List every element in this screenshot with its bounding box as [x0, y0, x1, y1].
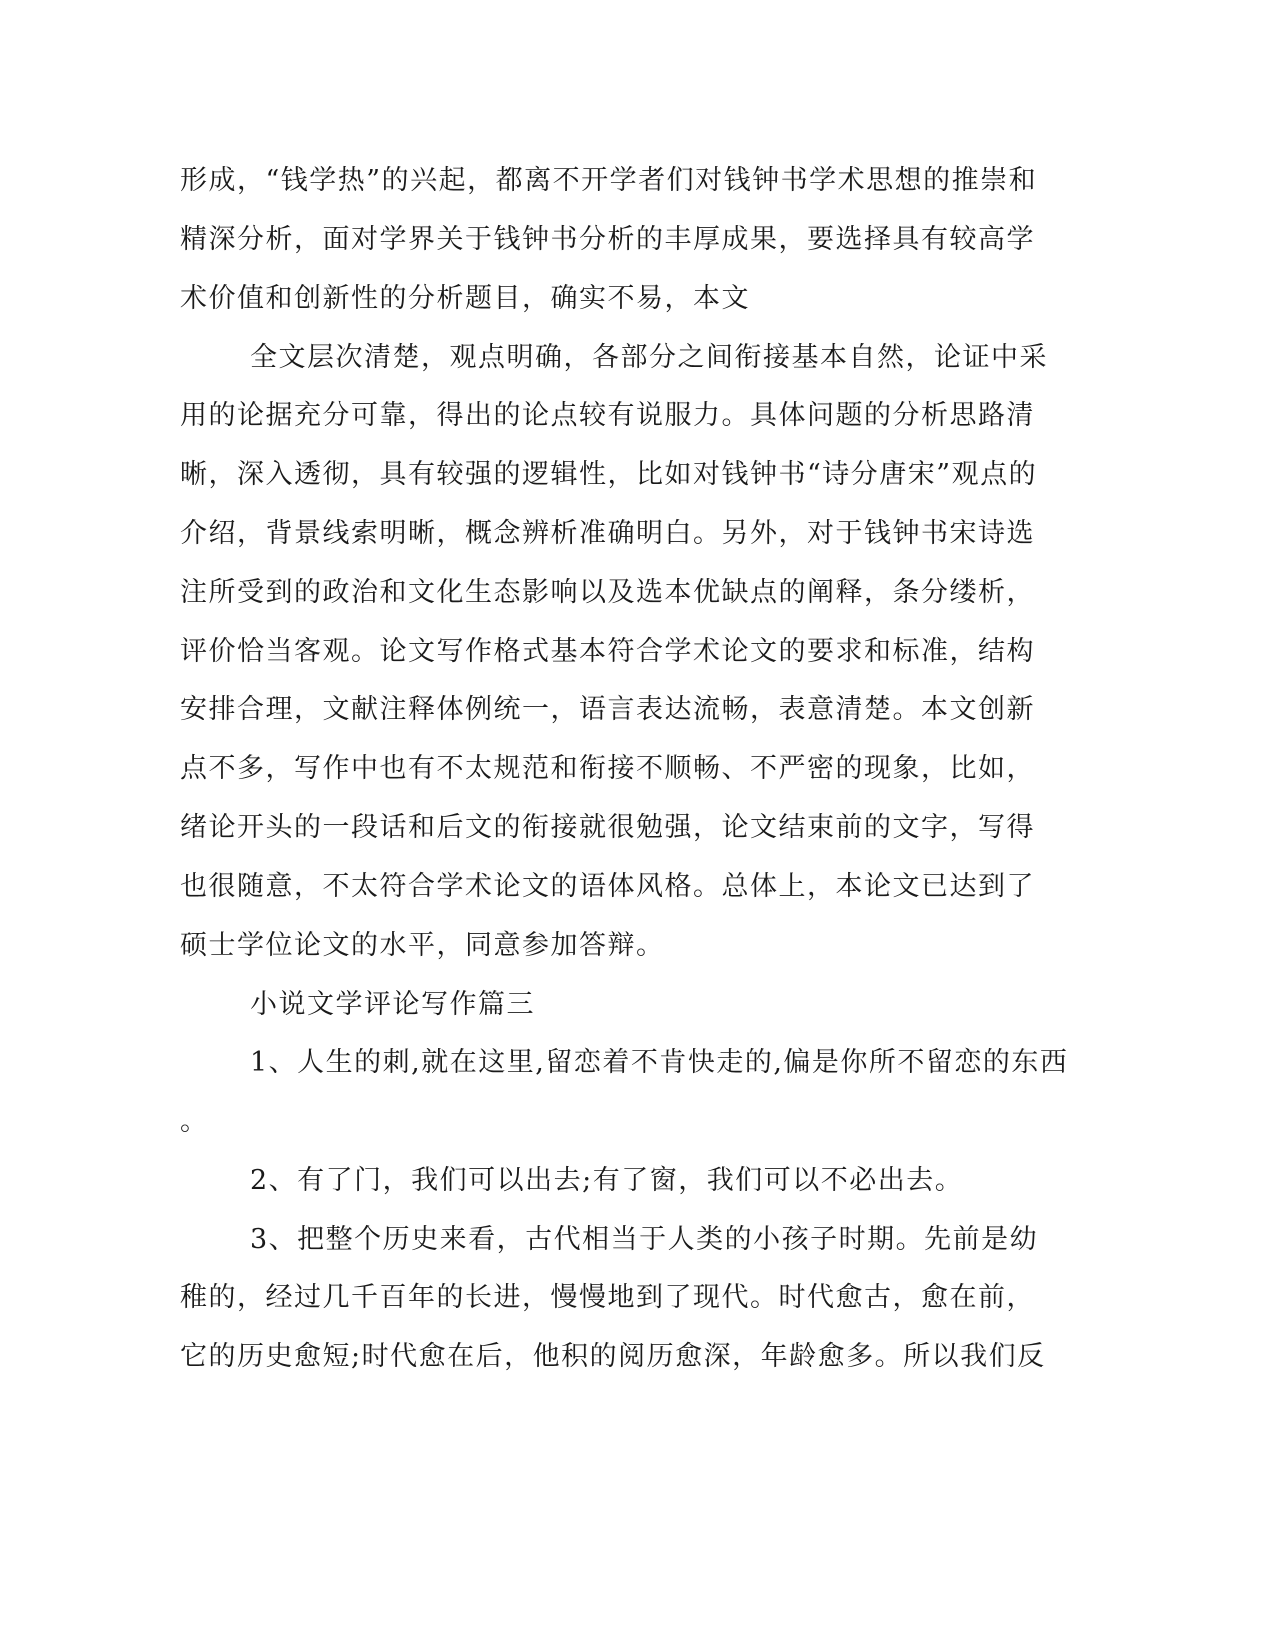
- text-line: 稚的，经过几千百年的长进，慢慢地到了现代。时代愈古，愈在前，: [180, 1282, 1035, 1313]
- text-line: 评价恰当客观。论文写作格式基本符合学术论文的要求和标准，结构: [180, 636, 1035, 667]
- text-line: 2、有了门，我们可以出去;有了窗，我们可以不必出去。: [250, 1165, 964, 1196]
- text-line: 用的论据充分可靠，得出的论点较有说服力。具体问题的分析思路清: [180, 400, 1035, 431]
- text-line: 它的历史愈短;时代愈在后，他积的阅历愈深，年龄愈多。所以我们反: [180, 1341, 1046, 1372]
- text-line: 。: [180, 1106, 209, 1137]
- text-line: 晰，深入透彻，具有较强的逻辑性，比如对钱钟书“诗分唐宋”观点的: [180, 459, 1038, 490]
- text-line: 注所受到的政治和文化生态影响以及选本优缺点的阐释，条分缕析，: [180, 577, 1035, 608]
- text-line: 全文层次清楚，观点明确，各部分之间衔接基本自然，论证中采: [250, 342, 1048, 373]
- text-line: 1、人生的刺,就在这里,留恋着不肯快走的,偏是你所不留恋的东西: [250, 1047, 1069, 1078]
- text-line: 安排合理，文献注释体例统一，语言表达流畅，表意清楚。本文创新: [180, 694, 1035, 725]
- text-line: 介绍，背景线索明晰，概念辨析准确明白。另外，对于钱钟书宋诗选: [180, 518, 1035, 549]
- text-line: 3、把整个历史来看，古代相当于人类的小孩子时期。先前是幼: [250, 1224, 1039, 1255]
- text-line: 术价值和创新性的分析题目，确实不易，本文: [180, 283, 750, 314]
- text-line: 绪论开头的一段话和后文的衔接就很勉强，论文结束前的文字，写得: [180, 812, 1035, 843]
- text-line: 也很随意，不太符合学术论文的语体风格。总体上，本论文已达到了: [180, 871, 1035, 902]
- text-line: 点不多，写作中也有不太规范和衔接不顺畅、不严密的现象，比如，: [180, 753, 1035, 784]
- text-line: 精深分析，面对学界关于钱钟书分析的丰厚成果，要选择具有较高学: [180, 224, 1035, 255]
- text-line: 形成，“钱学热”的兴起，都离不开学者们对钱钟书学术思想的推崇和: [180, 165, 1038, 196]
- text-line: 硕士学位论文的水平，同意参加答辩。: [180, 930, 665, 961]
- section-heading: 小说文学评论写作篇三: [250, 989, 535, 1020]
